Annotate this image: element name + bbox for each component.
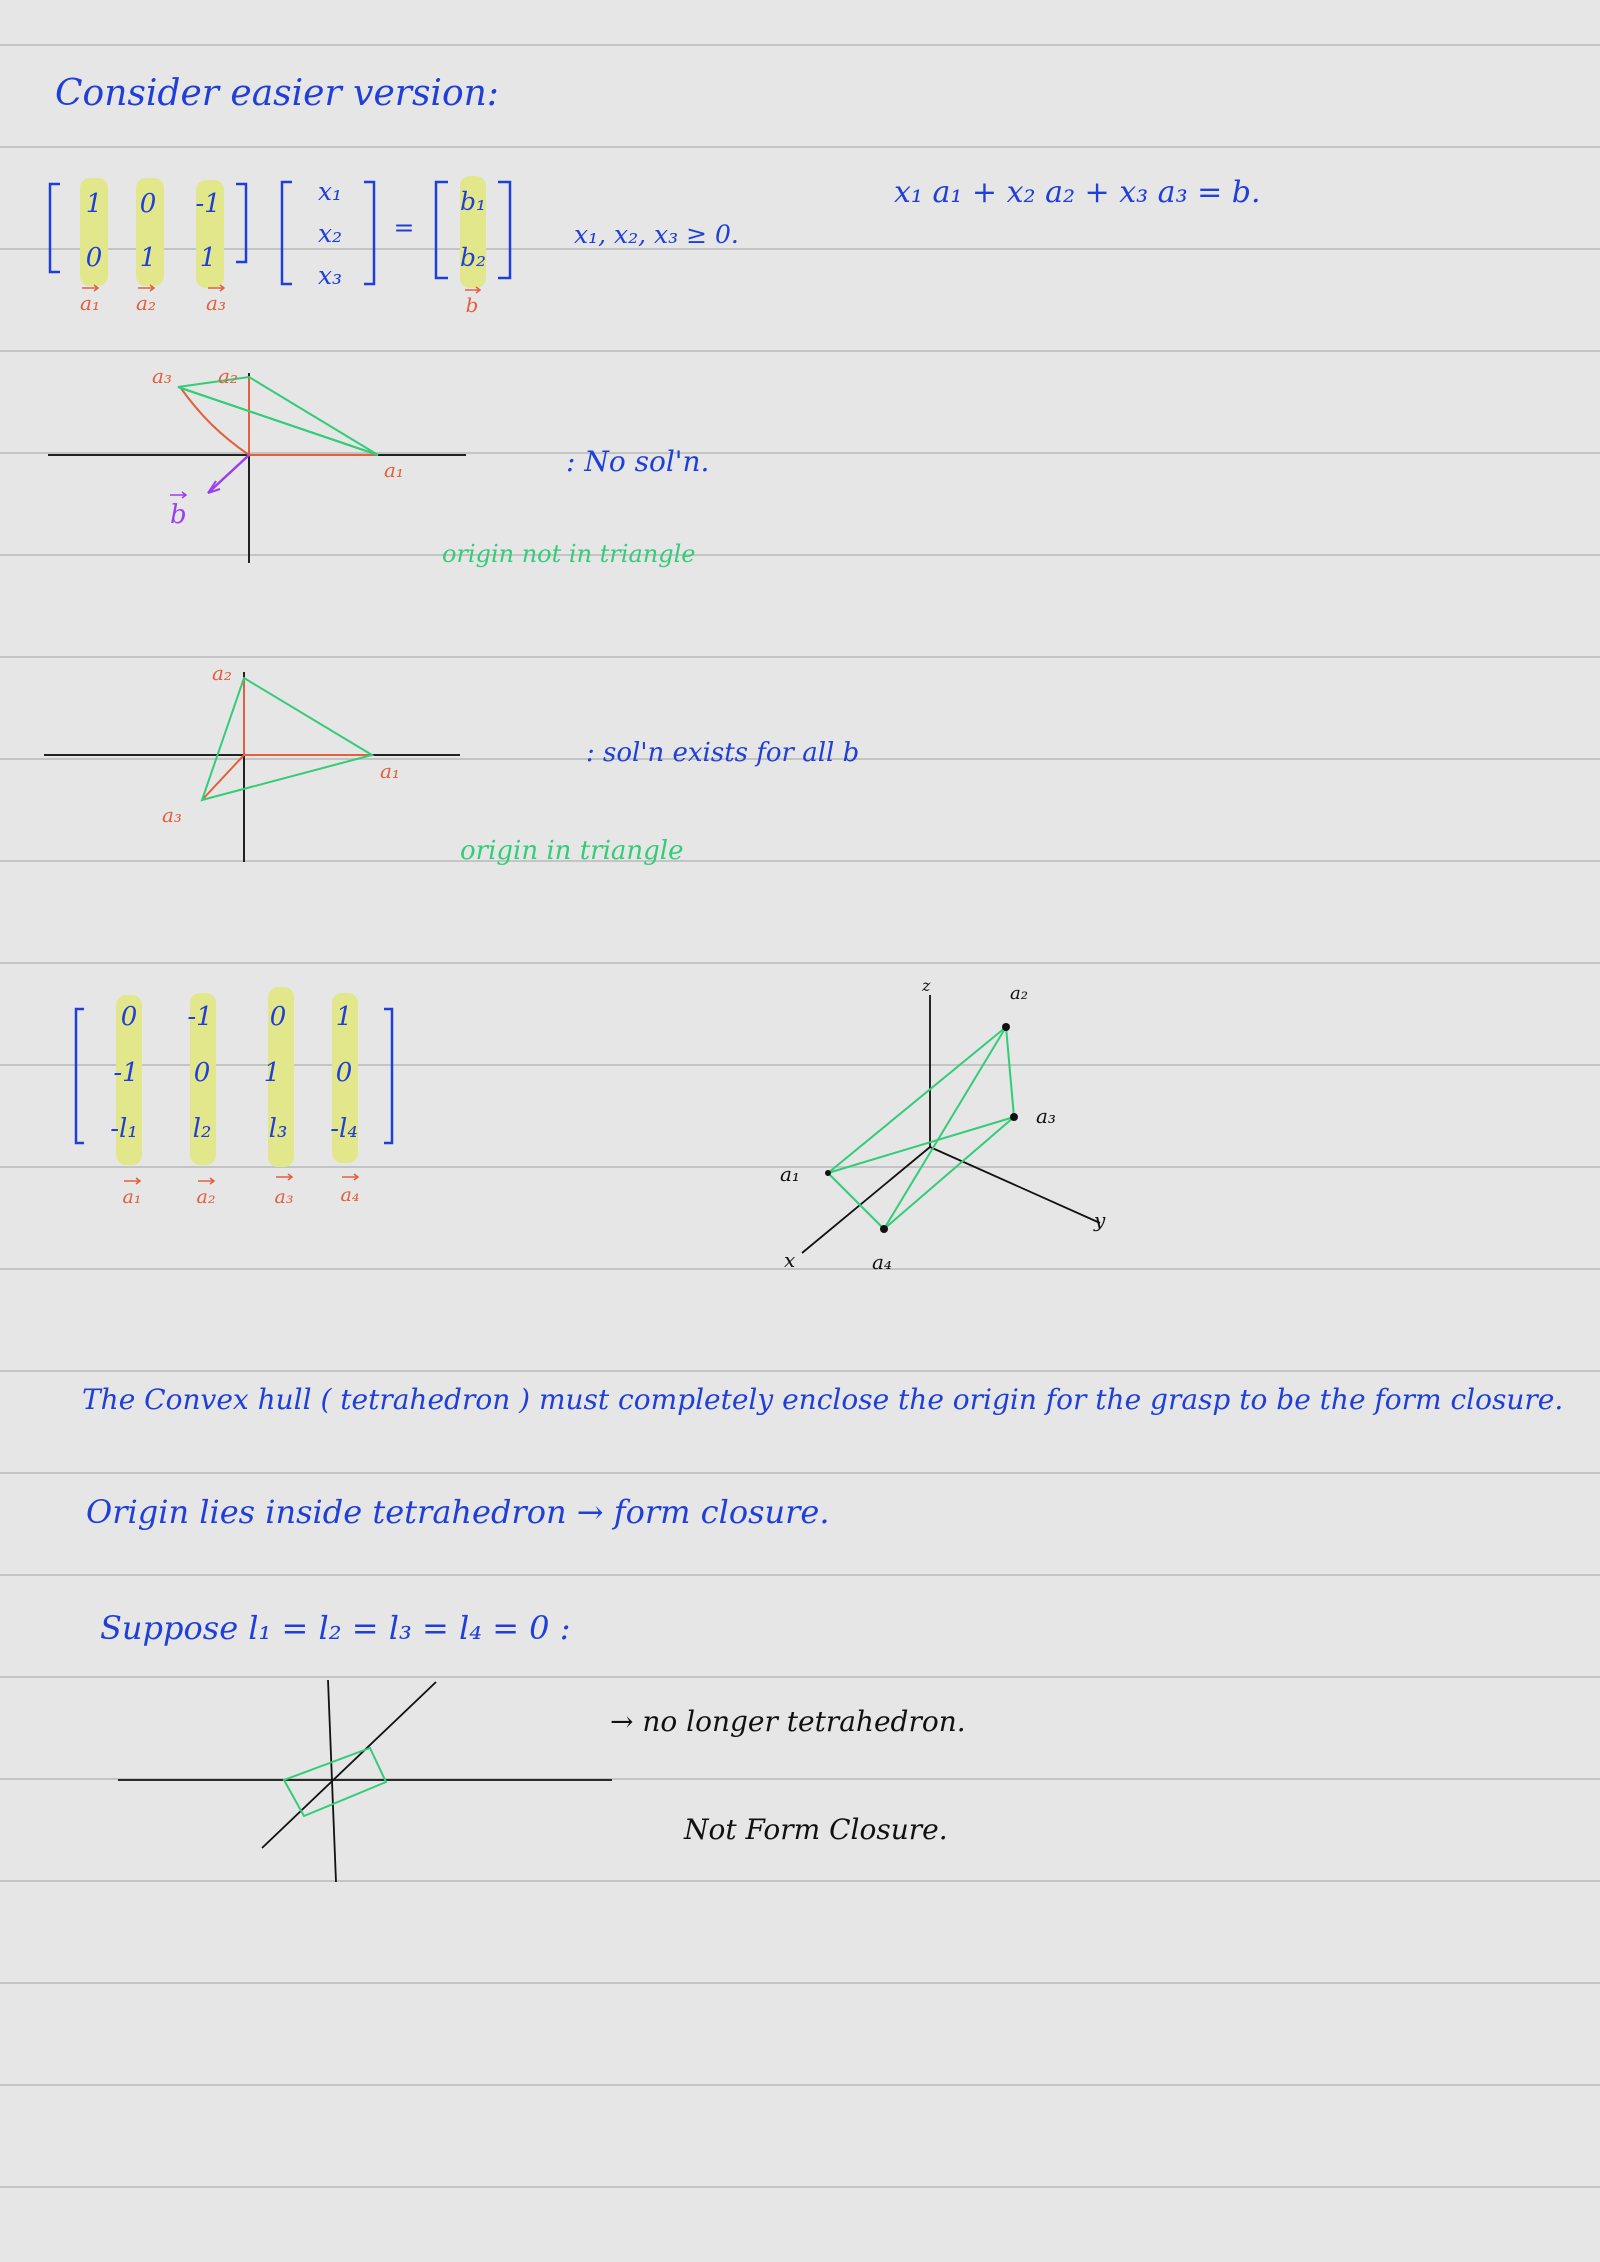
- page-title: Consider easier version:: [55, 73, 499, 114]
- matrix-entry: -1: [113, 1058, 139, 1088]
- equals-sign: =: [393, 213, 415, 242]
- matrix-entry: -l₁: [110, 1114, 138, 1144]
- column-label: a₃: [206, 291, 226, 315]
- result-no-solution: : No sol'n.: [566, 445, 710, 478]
- tetrahedron-3d-diagram: [760, 955, 1140, 1285]
- point-label-a3: a₃: [1036, 1104, 1056, 1128]
- matrix-entry: 1: [263, 1058, 281, 1088]
- matrix-entry: l₃: [268, 1114, 288, 1144]
- matrix-entry: 0: [269, 1002, 287, 1032]
- matrix-entry: -1: [195, 189, 221, 219]
- point-label-a3: a₃: [162, 803, 182, 827]
- caption-origin-not-in-triangle: origin not in triangle: [442, 540, 696, 568]
- point-label-a1: a₁: [384, 458, 404, 482]
- matrix-entry: 1: [199, 243, 217, 273]
- point-label-a3: a₃: [152, 364, 172, 388]
- column-label: a₂: [196, 1186, 216, 1208]
- point-label-a1: a₁: [780, 1162, 800, 1186]
- axis-label-y: y: [1094, 1208, 1106, 1232]
- matrix-entry: 1: [139, 243, 157, 273]
- matrix-entry: -1: [187, 1002, 213, 1032]
- conclusion-not-form-closure: Not Form Closure.: [684, 1813, 948, 1846]
- vector-x-entry: x₂: [317, 219, 343, 248]
- point-label-a2: a₂: [1010, 983, 1028, 1004]
- column-label: a₄: [340, 1184, 360, 1206]
- matrix-entry: l₂: [192, 1114, 212, 1144]
- vector-x-entry: x₁: [317, 177, 343, 206]
- matrix-entry: 1: [335, 1002, 353, 1032]
- matrix-entry: 1: [85, 189, 103, 219]
- vector-x-entry: x₃: [317, 261, 343, 290]
- column-label: a₁: [80, 291, 100, 315]
- matrix-entry: 0: [85, 243, 103, 273]
- degenerate-quadrilateral-sketch: [110, 1670, 630, 1890]
- point-label-a2: a₂: [218, 364, 238, 388]
- vector-label-b: b: [465, 293, 479, 317]
- result-solution-exists: : sol'n exists for all b: [586, 738, 860, 768]
- column-label: a₁: [122, 1186, 142, 1208]
- nonnegativity-constraint: x₁, x₂, x₃ ≥ 0.: [574, 220, 739, 249]
- matrix-entry: 0: [193, 1058, 211, 1088]
- diagram-solution-exists: [0, 660, 500, 870]
- matrix-entry: 0: [120, 1002, 138, 1032]
- matrix-entry: 0: [139, 189, 157, 219]
- diagram-no-solution: [0, 355, 500, 575]
- vector-b-entry: b₂: [459, 243, 487, 272]
- column-label: a₃: [274, 1186, 294, 1208]
- column-label: a₂: [136, 291, 156, 315]
- linear-combination: x₁ a₁ + x₂ a₂ + x₃ a₃ = b.: [894, 175, 1261, 210]
- statement-origin-inside: Origin lies inside tetrahedron → form closure.: [86, 1493, 830, 1531]
- matrix-entry: 0: [335, 1058, 353, 1088]
- conclusion-no-tetrahedron: → no longer tetrahedron.: [610, 1705, 966, 1738]
- vector-label-b: b: [170, 500, 187, 530]
- point-label-a4: a₄: [872, 1250, 892, 1274]
- matrix-entry: -l₄: [330, 1114, 358, 1144]
- suppose-statement: Suppose l₁ = l₂ = l₃ = l₄ = 0 :: [100, 1609, 571, 1647]
- caption-origin-in-triangle: origin in triangle: [460, 836, 684, 866]
- grasp-matrix-3x4: [0, 975, 420, 1220]
- point-label-a1: a₁: [380, 759, 400, 783]
- point-label-a2: a₂: [212, 661, 232, 685]
- axis-label-z: z: [922, 976, 931, 995]
- vector-b-entry: b₁: [459, 187, 487, 216]
- axis-label-x: x: [784, 1248, 796, 1272]
- statement-convex-hull: The Convex hull ( tetrahedron ) must completely enclose the origin for the grasp to be the form closure.: [82, 1383, 1564, 1416]
